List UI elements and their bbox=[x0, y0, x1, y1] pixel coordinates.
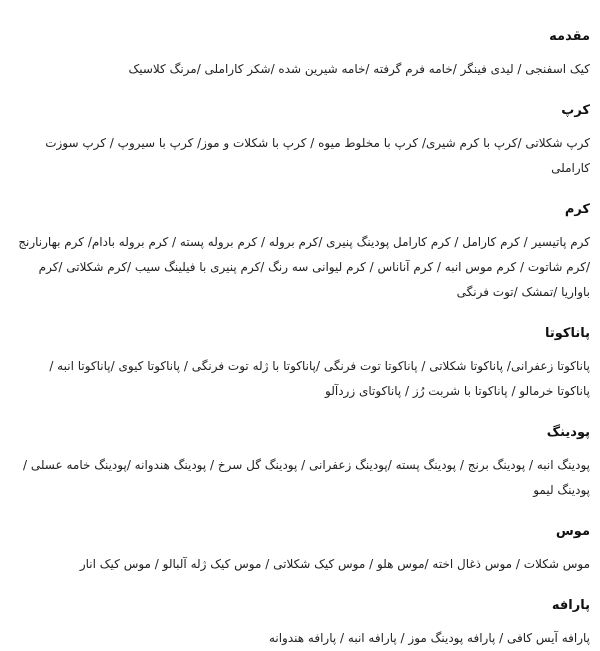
section-crepe bbox=[18, 101, 590, 181]
section-title: کرم bbox=[564, 202, 590, 217]
section-text: کرپ شکلاتی /کرپ با کرم شیری/ کرپ با مخلوط میوه / کرپ با شکلات و موز/ کرپ با سیروپ / کرپ سوزت کاراملی bbox=[45, 136, 590, 175]
section-introduction bbox=[18, 27, 590, 82]
section-text: پودینگ انبه / پودینگ برنج / پودینگ پسته /پودینگ زعفرانی / پودینگ گل سرخ / پودینگ هندوانه /پودینگ خامه عسلی /پودینگ لیمو bbox=[22, 458, 590, 497]
section-text: کیک اسفنجی / لیدی فینگر /خامه فرم گرفته /خامه شیرین شده /شکر کاراملی /مرنگ کلاسیک bbox=[128, 62, 590, 76]
section-text: کرم پاتیسیر / کرم کارامل / کرم کارامل پودینگ پنیری /کرم بروله / کرم بروله پسته / کرم بروله بادام/ کرم بهارنارنج /کرم شاتوت / کرم موس انبه / کرم آناناس / کرم لیوانی سه رنگ /کرم پنیری با فیلینگ سیب /کرم شکلاتی /کرم باواریا /تمشک /توت فرنگی bbox=[18, 235, 590, 299]
section-text: پارافه آیس کافی / پارافه پودینگ موز / پارافه انبه / پارافه هندوانه bbox=[268, 631, 590, 645]
section-mousse bbox=[18, 522, 590, 577]
section-text: پاناکوتا زعفرانی/ پاناکوتا شکلاتی / پاناکوتا توت فرنگی /پاناکوتا با ژله توت فرنگی / پاناکوتا کیوی /پاناکوتا انبه / پاناکوتا خرمالو / پاناکوتا با شربت رُز / پاناکوتای زردآلو bbox=[49, 359, 590, 398]
section-panna-cotta bbox=[18, 324, 590, 404]
section-text: موس شکلات / موس ذغال اخته /موس هلو / موس کیک شکلاتی / موس کیک ژله آلبالو / موس کیک انار bbox=[79, 557, 590, 571]
section-title: کرپ bbox=[561, 103, 590, 118]
section-cream bbox=[18, 200, 590, 305]
section-pudding bbox=[18, 423, 590, 503]
section-title: پارافه bbox=[551, 598, 590, 613]
section-title: موس bbox=[555, 524, 590, 539]
section-title: مقدمه bbox=[549, 29, 590, 44]
section-parfait bbox=[18, 596, 590, 651]
section-title: پودینگ bbox=[546, 425, 590, 440]
section-title: پاناکوتا bbox=[545, 326, 590, 341]
